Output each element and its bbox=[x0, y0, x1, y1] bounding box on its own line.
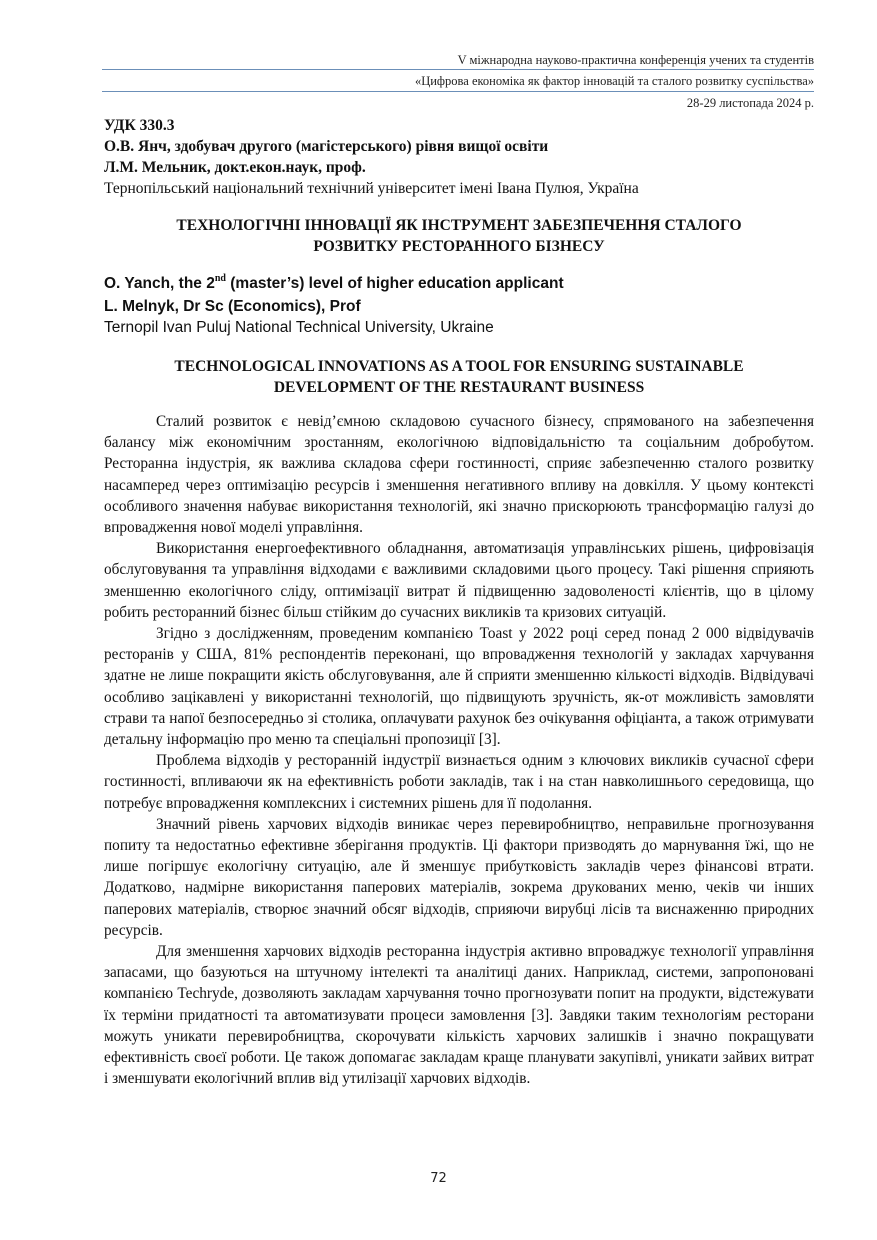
body-paragraph: Згідно з дослідженням, проведеним компанією Toast у 2022 році серед понад 2 000 відвідувачів ресторанів у США, 81% респондентів переконані, що впровадження технологій у закладах харчування здатне не лише покращити якість обслуговування, але й сприяти зменшенню кількості відходів. Відвідувачі особливо зацікавлені у використанні технологій, що підвищують зручність, як-от можливість замовляти страви та напої безпосередньо зі столика, оплачувати рахунок без очікування офіціанта, а також отримувати детальну інформацію про меню та спеціальні пропозиції [3]. bbox=[104, 625, 814, 749]
body-paragraph: Значний рівень харчових відходів виникає через перевиробництво, неправильне прогнозування попиту та недостатньо ефективне зберігання продуктів. Ці фактори призводять до марнування їжі, що не лише погіршує екологічну ситуацію, але й зменшує прибутковість закладів через фінансові втрати. Додатково, надмірне використання паперових матеріалів, зокрема друкованих меню, чеків чи інших паперових матеріалів, створює значний обсяг відходів, сприяючи вирубці лісів та виснаженню природних ресурсів. bbox=[104, 815, 814, 939]
author-1-en-degree: (master’s) level of higher education applicant bbox=[225, 275, 564, 292]
body-paragraph: Проблема відходів у ресторанній індустрії визнається одним з ключових викликів сучасної сфери гостинності, впливаючи як на ефективність роботи закладів, так і на стан навколишнього середовища, що потребує впровадження комплексних і системних рішень для її подолання. bbox=[104, 752, 814, 812]
author-2-ua: Л.М. Мельник, докт.екон.наук, проф. bbox=[104, 159, 366, 176]
author-1-ua: О.В. Янч, здобувач другого (магістерського) рівня вищої освіти bbox=[104, 138, 549, 155]
title-en-line-1: TECHNOLOGICAL INNOVATIONS AS A TOOL FOR ENSURING SUSTAINABLE bbox=[174, 358, 744, 375]
ordinal-superscript: nd bbox=[214, 273, 226, 284]
affiliation-en: Ternopil Ivan Puluj National Technical University, Ukraine bbox=[104, 319, 494, 336]
page-number: 72 bbox=[430, 1171, 447, 1186]
body-paragraph: Сталий розвиток є невід’ємною складовою сучасного бізнесу, спрямованого на забезпечення балансу між економічним зростанням, екологічною відповідальністю та соціальним добробутом. Ресторанна індустрія, як важлива складова сфери гостинності, сприяє забезпеченню сталого розвитку насамперед через оптимізацію ресурсів і зменшення негативного впливу на довкілля. У цьому контексті особливого значення набуває використання технологій, які значно прискорюють трансформацію галузі до впровадження нової моделі управління. bbox=[104, 413, 814, 537]
affiliation-ua: Тернопільський національний технічний університет імені Івана Пулюя, Україна bbox=[104, 180, 639, 197]
header-divider bbox=[102, 69, 814, 70]
header-divider bbox=[102, 91, 814, 92]
english-authors-block bbox=[104, 273, 814, 338]
conference-header-line: V міжнародна науково-практична конференція учених та студентів bbox=[457, 53, 814, 67]
conference-title-header: «Цифрова економіка як фактор інновацій та сталого розвитку суспільства» bbox=[414, 74, 814, 88]
body-paragraph: Використання енергоефективного обладнання, автоматизація управлінських рішень, цифровізація обслуговування та управління відходами є важливими складовими цього процесу. Такі рішення сприяють зменшенню екологічного сліду, оптимізації витрат й підвищенню задоволеності клієнтів, що в цілому робить ресторанний бізнес більш стійким до сучасних викликів та кризових ситуацій. bbox=[104, 540, 814, 621]
udk-code: УДК 330.3 bbox=[104, 117, 175, 134]
article-title-ua bbox=[104, 215, 814, 257]
author-2-en: L. Melnyk, Dr Sc (Economics), Prof bbox=[104, 298, 361, 315]
author-1-en bbox=[104, 273, 814, 296]
title-ua-line-2: РОЗВИТКУ РЕСТОРАННОГО БІЗНЕСУ bbox=[313, 238, 605, 255]
title-ua-line-1: ТЕХНОЛОГІЧНІ ІННОВАЦІЇ ЯК ІНСТРУМЕНТ ЗАБЕЗПЕЧЕННЯ СТАЛОГО bbox=[176, 217, 742, 234]
author-1-en-name: O. Yanch, the 2 bbox=[104, 275, 215, 292]
article-title-en bbox=[104, 356, 814, 398]
conference-date-header: 28-29 листопада 2024 р. bbox=[686, 96, 814, 110]
body-paragraph: Для зменшення харчових відходів ресторанна індустрія активно впроваджує технології управління запасами, що базуються на штучному інтелекті та аналітиці даних. Наприклад, системи, запропоновані компанією Techryde, дозволяють закладам харчування точно прогнозувати попит на продукти, відстежувати їх терміни придатності та автоматизувати процеси замовлення [3]. Завдяки таким технологіям ресторани можуть уникати перевиробництва, скорочувати кількість харчових залишків і значно покращувати ефективність своєї роботи. Це також допомагає закладам краще планувати закупівлі, уникати зайвих витрат і зменшувати екологічний вплив від утилізації харчових відходів. bbox=[104, 943, 814, 1088]
article-content bbox=[104, 115, 814, 1090]
article-body bbox=[104, 411, 814, 1090]
title-en-line-2: DEVELOPMENT OF THE RESTAURANT BUSINESS bbox=[273, 379, 645, 396]
